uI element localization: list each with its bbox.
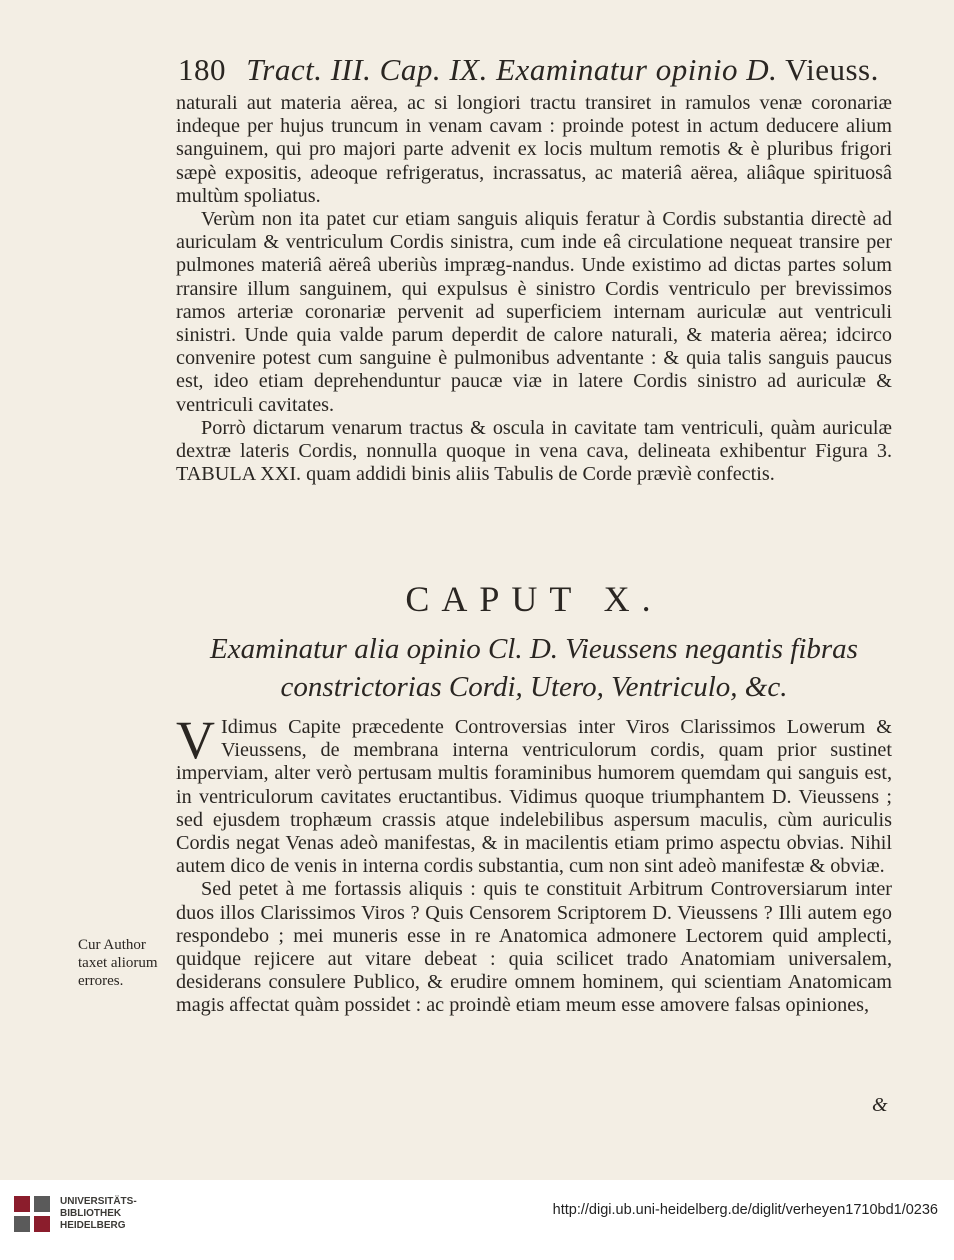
library-logo-icon xyxy=(12,1194,52,1234)
paragraph: Porrò dictarum venarum tractus & oscula in cavitate tam ventriculi, quàm auriculæ dextræ lateris Cordis, nonnulla quoque in vena cava, delineata exhibentur Figura 3. TABULA XXI. quam addidi binis aliis Tabulis de Corde prævìè confectis. xyxy=(176,416,892,486)
text-block-bottom xyxy=(176,710,892,1018)
chapter-title-line1: Examinatur alia opinio Cl. D. Vieussens negantis fibras xyxy=(210,633,858,665)
chapter-title xyxy=(176,630,892,706)
chapter-heading: CAPUT X. xyxy=(405,579,663,619)
paragraph-first xyxy=(176,710,892,878)
header-name: Vieuss. xyxy=(785,52,879,87)
page-number: 180 xyxy=(178,52,226,87)
paragraph-first-text: Idimus Capite præcedente Controversias inter Viros Clarissimos Lowerum & Vieussens, de membrana interna ventriculorum cordis, quam prior sustinet imperviam, alter verò pertusam multis foraminibus humorem quemdam qui sanguis est, in ventriculorum cavitates eructantibus. Vidimus quoque triumphantem D. Vieussens ; sed ejusdem trophæum crassis atque indelebilibus aspersum maculis, cùm auriculis Cordis negat Venas adeò manifestas, & in macilentis etiam primo aspectu obvias. Nihil autem dico de venis in interna cordis substantia, cum non sint adeò manifestæ & obviæ. xyxy=(176,716,892,878)
running-header xyxy=(178,52,898,92)
paragraph: Verùm non ita patet cur etiam sanguis aliquis feratur à Cordis substantia directè ad auriculam & ventriculum Cordis sinistra, cum inde eâ circulatione nequeat transire per pulmones materiâ aëreâ uberiùs impræg-nandus. Unde existimo ad dictas partes solum rransire illum sanguinem, qui expulsus è sinistro Cordis ventriculo per brevissimos ramos arteriæ coronariæ pervenit ad superficiem internam auriculæ aut ventriculi sinistri. Unde quia valde parum deperdit de calore naturali, & materia aërea; idcirco convenire potest cum sanguine è pulmonibus adventante : & quia talis sanguis paucus est, ideo etiam deprehenduntur paucæ viæ in latere Cordis sinistro ad auriculæ & ventriculi cavitates. xyxy=(176,208,892,416)
header-title: Tract. III. Cap. IX. Examinatur opinio D. xyxy=(246,52,778,87)
source-url[interactable]: http://digi.ub.uni-heidelberg.de/diglit/verheyen1710bd1/0236 xyxy=(552,1202,938,1218)
drop-cap: V xyxy=(176,710,215,770)
paragraph: naturali aut materia aërea, ac si longiori tractu transiret in ramulos venæ coronariæ indeque per hujus truncum in venam cavam : proinde potest in actum deducere alium sanguinem, qui pro majori parte advenit ex locis multum remotis & è pluribus frigori sæpè expositis, adeoque refrigeratus, incrassatus, ac materiâ aërea, aliâque spirituosâ multùm spoliatus. xyxy=(176,92,892,207)
text-block-top xyxy=(176,92,892,486)
library-name: UNIVERSITÄTS- BIBLIOTHEK HEIDELBERG xyxy=(60,1196,137,1231)
catchword: & xyxy=(872,1094,888,1116)
margin-note: Cur Author taxet aliorum errores. xyxy=(78,937,158,989)
footer-bar xyxy=(0,1180,954,1260)
paragraph: Sed petet à me fortassis aliquis : quis te constituit Arbitrum Controversiarum inter duos illos Clarissimos Viros ? Quis Censorem Scriptorem D. Vieussens ? Illi autem ego respondebo ; mei muneris esse in re Anatomica admonere Lectorem quid amplecti, quidque rejicere aut vitare debeat : quia scilicet trado Anatomiam universalem, desiderans consulere Publico, & erudire omnem hominem, qui scientiam Anatomicam magis affectat quàm possidet : ac proindè etiam meum esse amovere falsas opiniones, xyxy=(176,878,892,1017)
chapter-title-line2: constrictorias Cordi, Utero, Ventriculo, &c. xyxy=(280,671,788,703)
